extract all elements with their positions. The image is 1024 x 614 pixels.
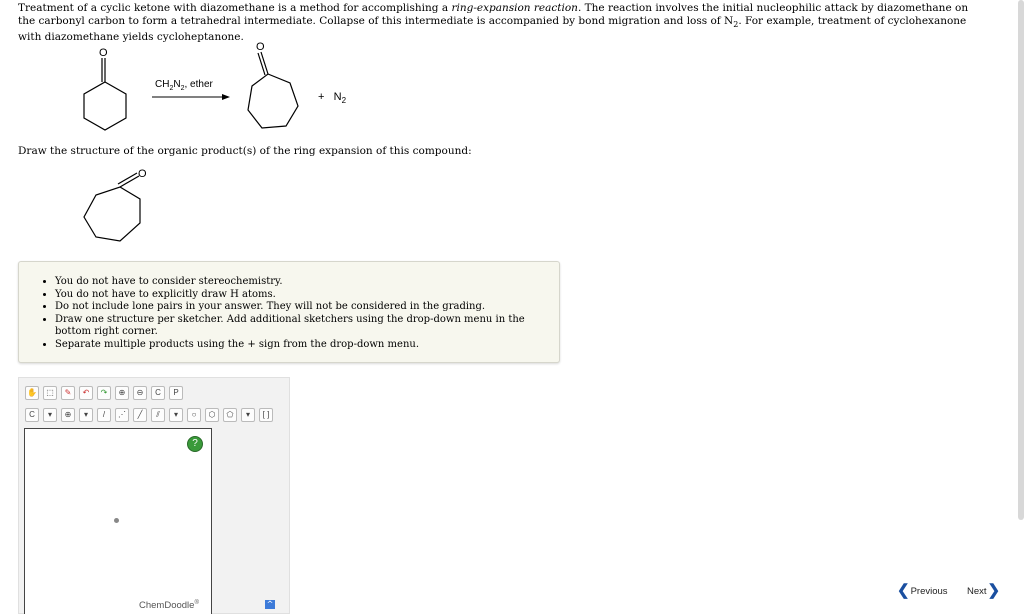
instruction-item: • Draw one structure per sketcher. Add additional sketchers using the drop-down menu in the bottom right corner.: [55, 314, 559, 339]
eraser-icon[interactable]: ✎: [61, 386, 75, 400]
zoom-out-icon[interactable]: ⊖: [133, 386, 147, 400]
sketcher-toolbar-top: [25, 386, 183, 400]
intro-text-3: . For example, treatment of cyclohexanone with diazomethane yields cycloheptanone.: [18, 15, 967, 44]
previous-label: Previous: [910, 585, 948, 597]
page-scrollbar[interactable]: [1018, 0, 1024, 520]
pentagon-ring-icon[interactable]: ⬠: [223, 408, 237, 422]
oxygen-label-1: O: [99, 47, 108, 59]
chemdoodle-brand: ChemDoodle®: [139, 600, 199, 612]
reaction-scheme: [60, 36, 480, 136]
instruction-item: • You do not have to consider stereochemistry.: [55, 276, 559, 289]
reagent-label: $CH_2N_2$, ether: [155, 79, 213, 92]
chevron-left-icon: ❮: [897, 582, 910, 599]
lasso-icon[interactable]: ⬚: [43, 386, 57, 400]
chemdoodle-sketcher: [18, 377, 290, 614]
wedge-bond-icon[interactable]: ╱: [133, 408, 147, 422]
charge-icon[interactable]: ⊕: [61, 408, 75, 422]
bracket-icon[interactable]: [ ]: [259, 408, 273, 422]
sketcher-toolbar-bottom: [25, 408, 273, 422]
dashed-bond-icon[interactable]: ⋰: [115, 408, 129, 422]
cyclohexanone-structure: [84, 58, 126, 130]
intro-italic: ring-expansion reaction.: [451, 2, 582, 14]
help-icon[interactable]: ?: [187, 436, 203, 452]
expand-menu-icon[interactable]: ^: [266, 600, 274, 609]
oxygen-label-3: O: [138, 168, 147, 180]
arrow-head: [222, 94, 230, 100]
cyclopropane-icon[interactable]: ○: [187, 408, 201, 422]
question-text: Draw the structure of the organic product(s) of the ring expansion of this compound:: [18, 145, 472, 157]
single-bond-icon[interactable]: /: [97, 408, 111, 422]
chevron-right-icon: ❯: [987, 582, 1001, 599]
element-picker-button[interactable]: C: [25, 408, 39, 422]
next-label: Next: [967, 585, 987, 597]
hexagon-ring-icon[interactable]: ⬡: [205, 408, 219, 422]
clean-icon[interactable]: C: [151, 386, 165, 400]
starting-compound-structure: [70, 165, 180, 250]
byproduct-label: + $N_2$: [318, 91, 347, 106]
charge-dropdown-icon[interactable]: ▾: [79, 408, 93, 422]
zoom-in-icon[interactable]: ⊕: [115, 386, 129, 400]
canvas-dot: [114, 518, 119, 523]
instruction-item: • Separate multiple products using the + sign from the drop-down menu.: [55, 339, 559, 352]
double-bond-icon[interactable]: ⫽: [151, 408, 165, 422]
intro-text-2: The reaction involves the initial nucleophilic attack by diazomethane on the carbonyl carbon to form a tetrahedral intermediate. Collapse of this intermediate is accompanied by bond migration and loss of N: [18, 2, 969, 27]
hand-icon[interactable]: ✋: [25, 386, 39, 400]
previous-button[interactable]: [897, 582, 948, 599]
intro-sub: 2: [733, 20, 739, 30]
perspective-icon[interactable]: P: [169, 386, 183, 400]
instructions-box: [18, 261, 560, 363]
redo-icon[interactable]: ↷: [97, 386, 111, 400]
oxygen-label-2: O: [256, 41, 265, 53]
cycloheptanone-structure: [248, 52, 298, 128]
element-dropdown-icon[interactable]: ▾: [43, 408, 57, 422]
ring-dropdown-icon[interactable]: ▾: [241, 408, 255, 422]
bond-dropdown-icon[interactable]: ▾: [169, 408, 183, 422]
instruction-item: • Do not include lone pairs in your answer. They will not be considered in the grading.: [55, 301, 559, 314]
instruction-item: • You do not have to explicitly draw H atoms.: [55, 289, 559, 302]
drawing-canvas[interactable]: [24, 428, 212, 614]
next-button[interactable]: [967, 582, 1001, 599]
undo-icon[interactable]: ↶: [79, 386, 93, 400]
intro-text-1: Treatment of a cyclic ketone with diazomethane is a method for accomplishing a: [18, 2, 452, 14]
